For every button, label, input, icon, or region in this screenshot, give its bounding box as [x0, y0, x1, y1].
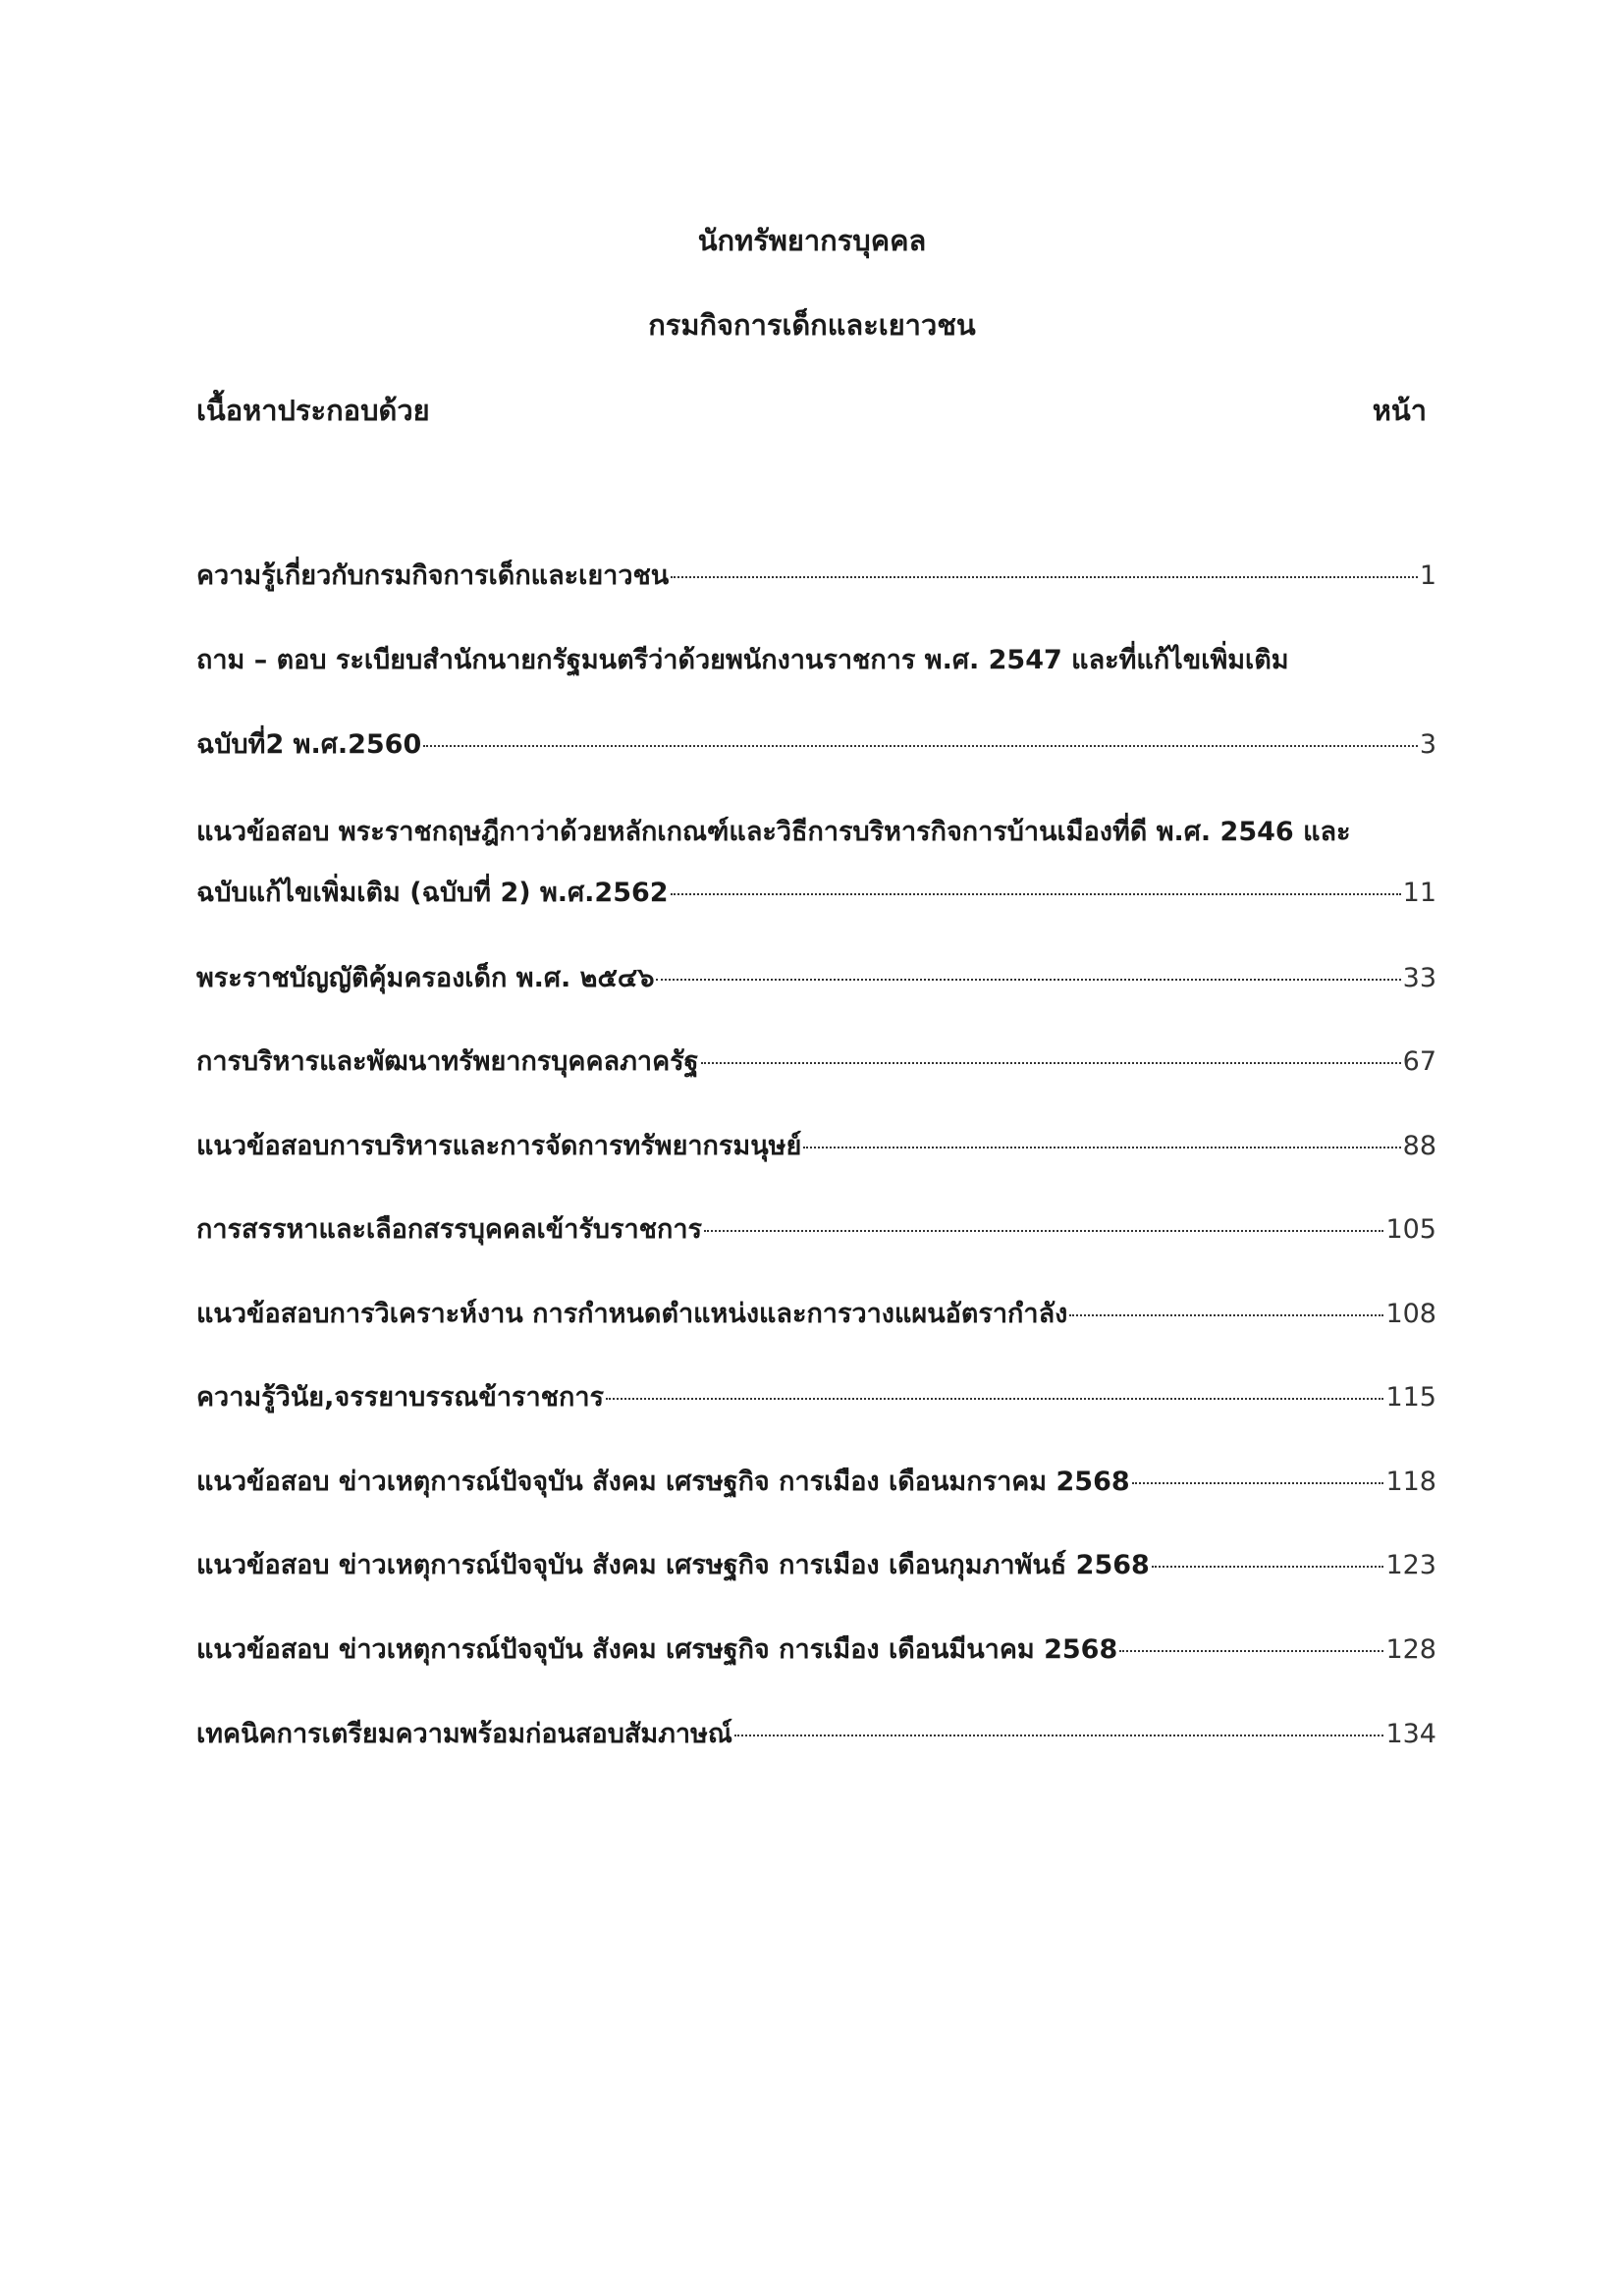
toc-entry-page: 118 — [1385, 1467, 1436, 1497]
leader-dots — [704, 1230, 1383, 1232]
toc-entry-title: แนวข้อสอบ ข่าวเหตุการณ์ปัจจุบัน สังคม เศรษฐกิจ การเมือง เดือนมกราคม 2568 — [196, 1467, 1130, 1497]
toc-entry-page: 123 — [1385, 1550, 1436, 1580]
toc-entry[interactable] — [196, 1715, 1436, 1754]
toc-entry[interactable] — [196, 1546, 1436, 1585]
toc-entry-page: 33 — [1402, 963, 1436, 993]
toc-entry-page: 3 — [1419, 729, 1436, 760]
toc-entry-page: 134 — [1385, 1719, 1436, 1749]
toc-entry[interactable] — [196, 725, 1436, 765]
toc-entry-page: 128 — [1385, 1634, 1436, 1665]
page-column-label: หน้า — [1372, 394, 1427, 427]
document-subtitle: กรมกิจการเด็กและเยาวชน — [648, 308, 976, 342]
toc-entry-title: ฉบับที่2 พ.ศ.2560 — [196, 729, 422, 760]
toc-entry[interactable] — [196, 1378, 1436, 1417]
toc-entry-page: 105 — [1385, 1214, 1436, 1245]
leader-dots — [423, 745, 1418, 747]
toc-entry-title-line1: ถาม – ตอบ ระเบียบสำนักนายกรัฐมนตรีว่าด้วยพนักงานราชการ พ.ศ. 2547 และที่แก้ไขเพิ่มเติม — [196, 645, 1289, 675]
leader-dots — [671, 576, 1418, 578]
toc-entry[interactable] — [196, 1210, 1436, 1250]
toc-entry[interactable] — [196, 1127, 1436, 1166]
toc-entry[interactable] — [196, 1295, 1436, 1334]
toc-entry-title-line1: แนวข้อสอบ พระราชกฤษฎีกาว่าด้วยหลักเกณฑ์และวิธีการบริหารกิจการบ้านเมืองที่ดี พ.ศ. 2546 และ — [196, 817, 1351, 847]
toc-entry-title: พระราชบัญญัติคุ้มครองเด็ก พ.ศ. ๒๕๔๖ — [196, 963, 655, 993]
toc-entry-page: 115 — [1385, 1382, 1436, 1413]
toc-entry-page: 108 — [1385, 1299, 1436, 1329]
toc-entry-title: ฉบับแก้ไขเพิ่มเติม (ฉบับที่ 2) พ.ศ.2562 — [196, 878, 669, 908]
toc-entry-title: เทคนิคการเตรียมความพร้อมก่อนสอบสัมภาษณ์ — [196, 1719, 732, 1749]
leader-dots — [1152, 1566, 1384, 1568]
toc-entry-page: 1 — [1419, 561, 1436, 591]
toc-entry[interactable] — [196, 959, 1436, 998]
leader-dots — [656, 979, 1400, 981]
toc-entry-title: แนวข้อสอบ ข่าวเหตุการณ์ปัจจุบัน สังคม เศรษฐกิจ การเมือง เดือนมีนาคม 2568 — [196, 1634, 1118, 1665]
toc-entry-title: แนวข้อสอบ ข่าวเหตุการณ์ปัจจุบัน สังคม เศรษฐกิจ การเมือง เดือนกุมภาพันธ์ 2568 — [196, 1550, 1150, 1580]
toc-entry-page: 11 — [1402, 878, 1436, 908]
toc-entry[interactable] — [196, 1463, 1436, 1502]
toc-entry-title: ความรู้วินัย,จรรยาบรรณข้าราชการ — [196, 1382, 604, 1413]
leader-dots — [803, 1147, 1400, 1148]
leader-dots — [671, 893, 1401, 895]
toc-entry-title: ความรู้เกี่ยวกับกรมกิจการเด็กและเยาวชน — [196, 561, 670, 591]
toc-entry-title: การสรรหาและเลือกสรรบุคคลเข้ารับราชการ — [196, 1214, 703, 1245]
toc-entry-title: แนวข้อสอบการบริหารและการจัดการทรัพยากรมนุษย์ — [196, 1131, 802, 1161]
toc-entry[interactable] — [196, 1042, 1436, 1082]
toc-entry-page: 67 — [1402, 1046, 1436, 1077]
toc-entry[interactable] — [196, 1630, 1436, 1670]
document-title: นักทรัพยากรบุคคล — [697, 224, 927, 257]
leader-dots — [606, 1398, 1383, 1400]
toc-entry[interactable] — [196, 557, 1436, 596]
contents-label: เนื้อหาประกอบด้วย — [196, 394, 430, 427]
leader-dots — [734, 1735, 1384, 1736]
toc-entry[interactable] — [196, 874, 1436, 913]
leader-dots — [1069, 1314, 1383, 1316]
toc-entry-title: การบริหารและพัฒนาทรัพยากรบุคคลภาครัฐ — [196, 1046, 699, 1077]
leader-dots — [1132, 1482, 1384, 1484]
toc-entry-page: 88 — [1402, 1131, 1436, 1161]
leader-dots — [1119, 1650, 1383, 1652]
leader-dots — [701, 1062, 1401, 1064]
toc-entry-title: แนวข้อสอบการวิเคราะห์งาน การกำหนดตำแหน่งและการวางแผนอัตรากำลัง — [196, 1299, 1068, 1329]
